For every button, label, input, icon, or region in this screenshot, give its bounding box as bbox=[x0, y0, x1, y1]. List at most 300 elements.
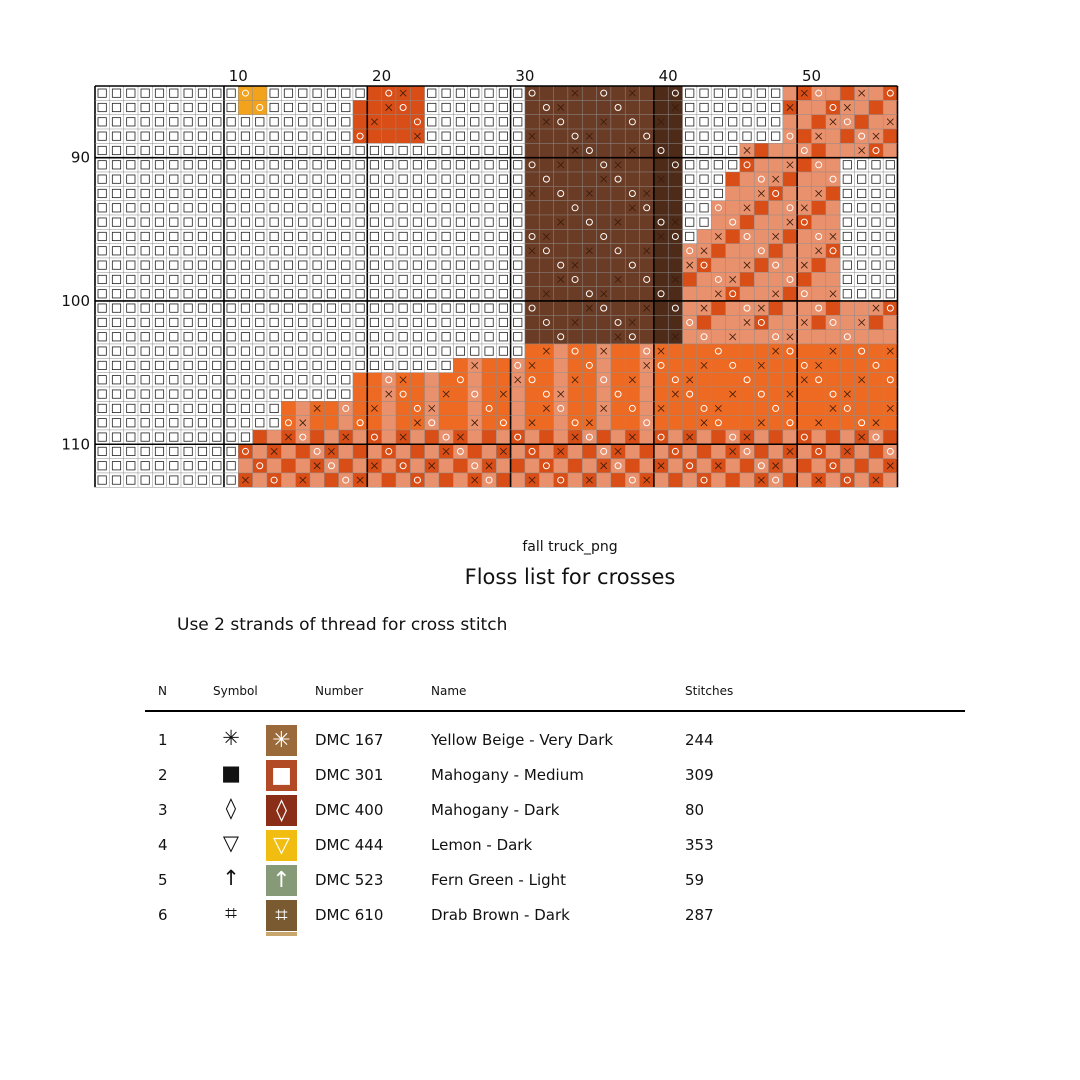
stitch-cell bbox=[740, 100, 754, 114]
stitch-cell bbox=[539, 244, 553, 258]
stitch-cell bbox=[840, 158, 854, 172]
stitch-cell bbox=[425, 172, 439, 186]
stitch-cell bbox=[267, 115, 281, 129]
stitch-cell bbox=[740, 244, 754, 258]
stitch-cell bbox=[539, 358, 553, 372]
stitch-cell bbox=[95, 330, 109, 344]
stitch-cell bbox=[826, 100, 840, 114]
stitch-cell bbox=[138, 158, 152, 172]
stitch-cell bbox=[869, 401, 883, 415]
stitch-cell bbox=[296, 430, 310, 444]
stitch-cell bbox=[468, 215, 482, 229]
stitch-cell bbox=[152, 229, 166, 243]
stitch-cell bbox=[124, 387, 138, 401]
stitch-cell bbox=[539, 272, 553, 286]
stitch-cell bbox=[310, 186, 324, 200]
stitch-cell bbox=[138, 373, 152, 387]
stitch-cell bbox=[238, 215, 252, 229]
stitch-cell bbox=[181, 100, 195, 114]
stitch-cell bbox=[568, 115, 582, 129]
stitch-cell bbox=[310, 330, 324, 344]
stitch-cell bbox=[654, 215, 668, 229]
stitch-cell bbox=[253, 272, 267, 286]
stitch-cell bbox=[181, 358, 195, 372]
stitch-cell bbox=[167, 201, 181, 215]
stitch-cell bbox=[382, 287, 396, 301]
stitch-cell bbox=[238, 244, 252, 258]
stitch-cell bbox=[683, 473, 697, 487]
stitch-cell bbox=[253, 287, 267, 301]
stitch-cell bbox=[224, 86, 238, 100]
stitch-cell bbox=[683, 86, 697, 100]
x-tick-label: 50 bbox=[801, 67, 822, 85]
stitch-cell bbox=[525, 115, 539, 129]
stitch-cell bbox=[324, 315, 338, 329]
stitch-cell bbox=[253, 215, 267, 229]
stitch-cell bbox=[267, 430, 281, 444]
stitch-cell bbox=[582, 115, 596, 129]
stitch-cell bbox=[109, 287, 123, 301]
stitch-cell bbox=[840, 129, 854, 143]
stitch-cell bbox=[267, 201, 281, 215]
stitch-cell bbox=[611, 344, 625, 358]
stitch-cell bbox=[625, 358, 639, 372]
stitch-cell bbox=[310, 86, 324, 100]
stitch-cell bbox=[152, 459, 166, 473]
stitch-cell bbox=[640, 201, 654, 215]
stitch-cell bbox=[582, 330, 596, 344]
stitch-cell bbox=[769, 129, 783, 143]
stitch-cell bbox=[238, 459, 252, 473]
stitch-cell bbox=[625, 330, 639, 344]
stitch-cell bbox=[167, 158, 181, 172]
stitch-cell bbox=[511, 387, 525, 401]
stitch-cell bbox=[267, 287, 281, 301]
stitch-cell bbox=[253, 387, 267, 401]
stitch-cell bbox=[568, 459, 582, 473]
stitch-cell bbox=[439, 401, 453, 415]
stitch-cell bbox=[769, 186, 783, 200]
stitch-cell bbox=[267, 100, 281, 114]
stitch-cell bbox=[324, 416, 338, 430]
stitch-cell bbox=[167, 172, 181, 186]
stitch-cell bbox=[353, 444, 367, 458]
stitch-cell bbox=[496, 186, 510, 200]
stitch-cell bbox=[210, 358, 224, 372]
stitch-cell bbox=[167, 229, 181, 243]
stitch-cell bbox=[668, 86, 682, 100]
stitch-cell bbox=[668, 358, 682, 372]
stitch-cell bbox=[296, 100, 310, 114]
stitch-cell bbox=[324, 387, 338, 401]
stitch-cell bbox=[697, 115, 711, 129]
stitch-cell bbox=[883, 301, 897, 315]
stitch-cell bbox=[267, 215, 281, 229]
stitch-cell bbox=[95, 315, 109, 329]
stitch-cell bbox=[754, 129, 768, 143]
stitch-cell bbox=[883, 416, 897, 430]
stitch-cell bbox=[324, 201, 338, 215]
stitch-cell bbox=[854, 459, 868, 473]
stitch-cell bbox=[109, 344, 123, 358]
stitch-cell bbox=[281, 172, 295, 186]
stitch-cell bbox=[339, 244, 353, 258]
stitch-cell bbox=[210, 258, 224, 272]
stitch-cell bbox=[697, 201, 711, 215]
stitch-cell bbox=[210, 129, 224, 143]
stitch-cell bbox=[167, 301, 181, 315]
stitch-cell bbox=[167, 416, 181, 430]
stitch-cell bbox=[425, 301, 439, 315]
stitch-cell bbox=[167, 459, 181, 473]
stitch-cell bbox=[539, 315, 553, 329]
stitch-cell bbox=[124, 272, 138, 286]
stitch-cell bbox=[453, 100, 467, 114]
stitch-cell bbox=[367, 444, 381, 458]
stitch-cell bbox=[181, 473, 195, 487]
stitch-cell bbox=[511, 430, 525, 444]
stitch-cell bbox=[840, 258, 854, 272]
stitch-cell bbox=[124, 100, 138, 114]
stitch-cell bbox=[783, 172, 797, 186]
stitch-cell bbox=[339, 143, 353, 157]
stitch-cell bbox=[367, 201, 381, 215]
stitch-cell bbox=[410, 330, 424, 344]
stitch-cell bbox=[425, 143, 439, 157]
stitch-cell bbox=[324, 272, 338, 286]
stitch-cell bbox=[353, 158, 367, 172]
stitch-cell bbox=[539, 473, 553, 487]
stitch-cell bbox=[453, 416, 467, 430]
stitch-cell bbox=[683, 186, 697, 200]
floss-symbol-icon: ▽ bbox=[222, 831, 240, 855]
stitch-cell bbox=[324, 115, 338, 129]
stitch-cell bbox=[95, 201, 109, 215]
stitch-cell bbox=[124, 444, 138, 458]
stitch-cell bbox=[812, 215, 826, 229]
stitch-cell bbox=[138, 444, 152, 458]
stitch-cell bbox=[425, 86, 439, 100]
stitch-cell bbox=[496, 172, 510, 186]
stitch-cell bbox=[167, 401, 181, 415]
stitch-cell bbox=[124, 287, 138, 301]
stitch-cell bbox=[425, 330, 439, 344]
stitch-cell bbox=[468, 401, 482, 415]
stitch-cell bbox=[482, 430, 496, 444]
stitch-cell bbox=[310, 387, 324, 401]
stitch-cell bbox=[224, 301, 238, 315]
stitch-cell bbox=[554, 229, 568, 243]
stitch-cell bbox=[769, 401, 783, 415]
stitch-cell bbox=[367, 301, 381, 315]
stitch-cell bbox=[496, 229, 510, 243]
stitch-cell bbox=[468, 373, 482, 387]
floss-symbol-icon: ✳ bbox=[222, 726, 240, 750]
stitch-cell bbox=[224, 387, 238, 401]
stitch-cell bbox=[396, 258, 410, 272]
stitch-cell bbox=[654, 100, 668, 114]
stitch-cell bbox=[210, 430, 224, 444]
stitch-cell bbox=[138, 344, 152, 358]
stitch-cell bbox=[296, 258, 310, 272]
stitch-cell bbox=[769, 315, 783, 329]
stitch-cell bbox=[769, 100, 783, 114]
floss-row bbox=[145, 827, 965, 862]
stitch-cell bbox=[425, 315, 439, 329]
stitch-cell bbox=[439, 229, 453, 243]
stitch-cell bbox=[396, 172, 410, 186]
stitch-cell bbox=[740, 301, 754, 315]
stitch-cell bbox=[453, 301, 467, 315]
x-tick-label: 10 bbox=[228, 67, 248, 85]
stitch-cell bbox=[296, 358, 310, 372]
stitch-cell bbox=[109, 459, 123, 473]
stitch-cell bbox=[726, 158, 740, 172]
stitch-cell bbox=[883, 100, 897, 114]
stitch-cell bbox=[854, 272, 868, 286]
stitch-cell bbox=[697, 315, 711, 329]
stitch-cell bbox=[224, 344, 238, 358]
stitch-cell bbox=[826, 129, 840, 143]
stitch-cell bbox=[482, 387, 496, 401]
stitch-cell bbox=[267, 416, 281, 430]
stitch-cell bbox=[453, 186, 467, 200]
stitch-cell bbox=[668, 172, 682, 186]
stitch-cell bbox=[453, 201, 467, 215]
stitch-cell bbox=[210, 387, 224, 401]
stitch-cell bbox=[396, 387, 410, 401]
stitch-cell bbox=[754, 201, 768, 215]
stitch-cell bbox=[582, 373, 596, 387]
stitch-cell bbox=[181, 301, 195, 315]
stitch-cell bbox=[769, 143, 783, 157]
stitch-cell bbox=[783, 258, 797, 272]
stitch-cell bbox=[640, 387, 654, 401]
stitch-cell bbox=[711, 244, 725, 258]
floss-number: DMC 523 bbox=[315, 871, 384, 889]
stitch-cell bbox=[224, 172, 238, 186]
stitch-cell bbox=[525, 459, 539, 473]
header-name: Name bbox=[431, 684, 467, 698]
stitch-cell bbox=[625, 444, 639, 458]
stitch-cell bbox=[367, 158, 381, 172]
stitch-cell bbox=[539, 215, 553, 229]
stitch-cell bbox=[797, 100, 811, 114]
stitch-cell bbox=[353, 100, 367, 114]
stitch-cell bbox=[726, 373, 740, 387]
stitch-cell bbox=[611, 387, 625, 401]
stitch-cell bbox=[138, 100, 152, 114]
stitch-cell bbox=[339, 473, 353, 487]
stitch-cell bbox=[353, 143, 367, 157]
stitch-cell bbox=[854, 287, 868, 301]
stitch-cell bbox=[310, 258, 324, 272]
stitch-cell bbox=[152, 473, 166, 487]
stitch-cell bbox=[826, 186, 840, 200]
stitch-cell bbox=[582, 387, 596, 401]
stitch-cell bbox=[109, 158, 123, 172]
stitch-cell bbox=[152, 430, 166, 444]
stitch-cell bbox=[410, 215, 424, 229]
stitch-cell bbox=[124, 344, 138, 358]
stitch-cell bbox=[511, 473, 525, 487]
stitch-cell bbox=[152, 358, 166, 372]
stitch-cell bbox=[296, 330, 310, 344]
stitch-cell bbox=[238, 373, 252, 387]
stitch-cell bbox=[597, 315, 611, 329]
stitch-cell bbox=[883, 129, 897, 143]
stitch-cell bbox=[597, 215, 611, 229]
floss-symbol-icon: ■ bbox=[221, 761, 241, 785]
stitch-cell bbox=[95, 444, 109, 458]
stitch-cell bbox=[181, 344, 195, 358]
stitch-cell bbox=[496, 344, 510, 358]
stitch-cell bbox=[754, 373, 768, 387]
stitch-cell bbox=[138, 86, 152, 100]
stitch-cell bbox=[568, 158, 582, 172]
stitch-cell bbox=[267, 158, 281, 172]
stitch-cell bbox=[869, 215, 883, 229]
stitch-cell bbox=[511, 272, 525, 286]
stitch-cell bbox=[310, 115, 324, 129]
stitch-cell bbox=[124, 172, 138, 186]
stitch-cell bbox=[797, 272, 811, 286]
stitch-cell bbox=[797, 301, 811, 315]
stitch-cell bbox=[425, 473, 439, 487]
stitch-cell bbox=[554, 143, 568, 157]
stitch-cell bbox=[711, 387, 725, 401]
stitch-cell bbox=[267, 86, 281, 100]
stitch-cell bbox=[611, 172, 625, 186]
stitch-cell bbox=[181, 401, 195, 415]
stitch-cell bbox=[410, 201, 424, 215]
stitch-cell bbox=[210, 186, 224, 200]
stitch-cell bbox=[296, 172, 310, 186]
stitch-cell bbox=[539, 387, 553, 401]
stitch-cell bbox=[410, 287, 424, 301]
stitch-cell bbox=[797, 186, 811, 200]
stitch-cell bbox=[539, 100, 553, 114]
stitch-cell bbox=[267, 129, 281, 143]
stitch-cell bbox=[410, 244, 424, 258]
stitch-cell bbox=[167, 258, 181, 272]
stitch-cell bbox=[711, 215, 725, 229]
stitch-cell bbox=[769, 115, 783, 129]
stitch-cell bbox=[654, 330, 668, 344]
stitch-cell bbox=[783, 287, 797, 301]
stitch-cell bbox=[769, 215, 783, 229]
floss-name: Mahogany - Medium bbox=[431, 766, 584, 784]
stitch-cell bbox=[812, 158, 826, 172]
stitch-cell bbox=[439, 358, 453, 372]
stitch-cell bbox=[539, 330, 553, 344]
stitch-cell bbox=[697, 330, 711, 344]
stitch-cell bbox=[109, 115, 123, 129]
stitch-cell bbox=[109, 272, 123, 286]
stitch-cell bbox=[238, 172, 252, 186]
stitch-cell bbox=[496, 115, 510, 129]
stitch-cell bbox=[224, 444, 238, 458]
stitch-cell bbox=[95, 401, 109, 415]
stitch-cell bbox=[525, 86, 539, 100]
stitch-cell bbox=[554, 358, 568, 372]
stitch-cell bbox=[109, 373, 123, 387]
stitch-cell bbox=[224, 115, 238, 129]
stitch-cell bbox=[769, 387, 783, 401]
stitch-cell bbox=[410, 143, 424, 157]
stitch-cell bbox=[339, 358, 353, 372]
stitch-cell bbox=[124, 459, 138, 473]
stitch-cell bbox=[554, 244, 568, 258]
stitch-cell bbox=[439, 344, 453, 358]
stitch-cell bbox=[425, 272, 439, 286]
stitch-cell bbox=[310, 301, 324, 315]
stitch-cell bbox=[826, 215, 840, 229]
stitch-cell bbox=[339, 459, 353, 473]
stitch-cell bbox=[854, 129, 868, 143]
stitch-cell bbox=[138, 258, 152, 272]
stitch-cell bbox=[267, 258, 281, 272]
stitch-cell bbox=[697, 459, 711, 473]
stitch-cell bbox=[353, 129, 367, 143]
stitch-cell bbox=[109, 416, 123, 430]
stitch-cell bbox=[511, 186, 525, 200]
stitch-cell bbox=[382, 272, 396, 286]
stitch-cell bbox=[668, 315, 682, 329]
stitch-cell bbox=[138, 301, 152, 315]
stitch-cell bbox=[109, 172, 123, 186]
stitch-cell bbox=[410, 430, 424, 444]
stitch-cell bbox=[554, 401, 568, 415]
stitch-cell bbox=[511, 459, 525, 473]
stitch-cell bbox=[267, 244, 281, 258]
stitch-cell bbox=[726, 315, 740, 329]
stitch-cell bbox=[310, 416, 324, 430]
stitch-cell bbox=[281, 287, 295, 301]
stitch-cell bbox=[253, 172, 267, 186]
stitch-cell bbox=[152, 143, 166, 157]
stitch-cell bbox=[812, 272, 826, 286]
stitch-cell bbox=[253, 315, 267, 329]
stitch-cell bbox=[496, 473, 510, 487]
stitch-cell bbox=[582, 315, 596, 329]
stitch-cell bbox=[181, 172, 195, 186]
stitch-cell bbox=[740, 287, 754, 301]
stitch-cell bbox=[826, 416, 840, 430]
stitch-cell bbox=[740, 473, 754, 487]
stitch-cell bbox=[482, 272, 496, 286]
stitch-cell bbox=[482, 416, 496, 430]
stitch-cell bbox=[769, 330, 783, 344]
stitch-cell bbox=[482, 258, 496, 272]
stitch-cell bbox=[625, 301, 639, 315]
stitch-cell bbox=[367, 143, 381, 157]
stitch-cell bbox=[797, 330, 811, 344]
floss-index: 2 bbox=[158, 766, 168, 784]
floss-name: Lemon - Dark bbox=[431, 836, 533, 854]
stitch-cell bbox=[410, 444, 424, 458]
stitch-cell bbox=[253, 158, 267, 172]
stitch-cell bbox=[339, 229, 353, 243]
stitch-cell bbox=[296, 158, 310, 172]
stitch-cell bbox=[525, 272, 539, 286]
stitch-cell bbox=[854, 244, 868, 258]
stitch-cell bbox=[869, 387, 883, 401]
stitch-cell bbox=[769, 444, 783, 458]
stitch-cell bbox=[611, 373, 625, 387]
stitch-cell bbox=[812, 430, 826, 444]
x-tick-label: 20 bbox=[372, 67, 392, 85]
